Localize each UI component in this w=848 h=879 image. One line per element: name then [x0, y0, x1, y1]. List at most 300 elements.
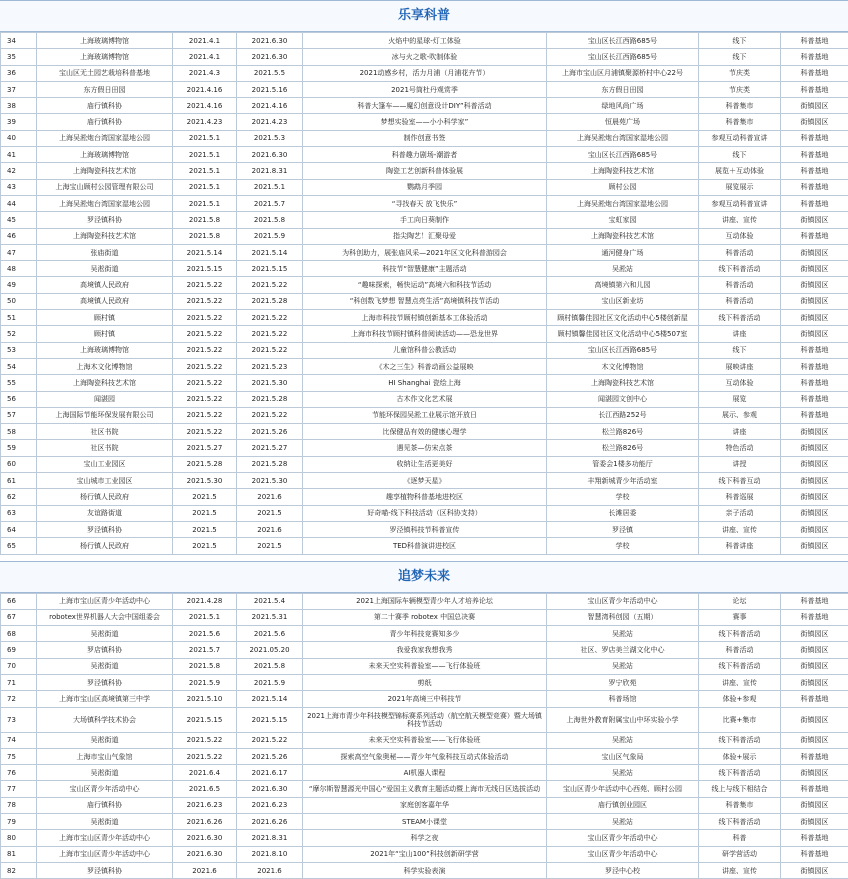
- location-cell: 罗泾中心校: [547, 862, 699, 878]
- category-cell: 科普基地: [781, 691, 848, 707]
- activity-name-cell: 节能环保园吴淞工业展示馆开放日: [303, 407, 547, 423]
- start-date-cell: 2021.5.8: [173, 212, 237, 228]
- organizer-cell: 高境镇人民政府: [37, 293, 173, 309]
- end-date-cell: 2021.5.1: [237, 179, 303, 195]
- row-number-cell: 48: [1, 261, 37, 277]
- category-cell: 街镇园区: [781, 440, 848, 456]
- end-date-cell: 2021.8.31: [237, 830, 303, 846]
- end-date-cell: 2021.5.4: [237, 593, 303, 609]
- activity-format-cell: 科普集市: [699, 114, 781, 130]
- activity-format-cell: 展览＋互动体验: [699, 163, 781, 179]
- organizer-cell: 罗泾镇科协: [37, 212, 173, 228]
- activity-name-cell: 罗泾镇科技节科普宣传: [303, 521, 547, 537]
- activity-name-cell: 收纳让生活更美好: [303, 456, 547, 472]
- category-cell: 街镇园区: [781, 765, 848, 781]
- location-cell: 顾村镇馨佳园社区文化活动中心5楼创新屋: [547, 310, 699, 326]
- start-date-cell: 2021.5.15: [173, 261, 237, 277]
- activity-format-cell: 线下: [699, 147, 781, 163]
- table-row: [1, 642, 848, 658]
- category-cell: 街镇园区: [781, 293, 848, 309]
- end-date-cell: 2021.5.16: [237, 81, 303, 97]
- start-date-cell: 2021.5: [173, 505, 237, 521]
- activity-name-cell: 科普大篷车——魔幻创意设计DIY”科普活动: [303, 98, 547, 114]
- organizer-cell: 上海陶瓷科技艺术馆: [37, 228, 173, 244]
- row-number-cell: 69: [1, 642, 37, 658]
- location-cell: 上海陶瓷科技艺术馆: [547, 163, 699, 179]
- table-row: [1, 114, 848, 130]
- table-row: [1, 707, 848, 732]
- activity-name-cell: 上海市科技节顾村镇创新基本工体验活动: [303, 310, 547, 326]
- category-cell: 街镇园区: [781, 642, 848, 658]
- end-date-cell: 2021.5.15: [237, 261, 303, 277]
- start-date-cell: 2021.5.8: [173, 228, 237, 244]
- row-number-cell: 42: [1, 163, 37, 179]
- start-date-cell: 2021.5.22: [173, 358, 237, 374]
- end-date-cell: 2021.5.22: [237, 732, 303, 748]
- activity-name-cell: 比保健品有效的健康心理学: [303, 424, 547, 440]
- activity-format-cell: 互动体验: [699, 375, 781, 391]
- activity-format-cell: 比赛+集市: [699, 707, 781, 732]
- activity-name-cell: 青少年科技竞赛知多少: [303, 626, 547, 642]
- start-date-cell: 2021.4.1: [173, 49, 237, 65]
- location-cell: 吴淞站: [547, 626, 699, 642]
- table-row: [1, 358, 848, 374]
- category-cell: 科普基地: [781, 65, 848, 81]
- activity-name-cell: 《逐梦天星》: [303, 473, 547, 489]
- activity-format-cell: 论坛: [699, 593, 781, 609]
- activity-format-cell: 线上与线下相结合: [699, 781, 781, 797]
- start-date-cell: 2021.6: [173, 862, 237, 878]
- location-cell: 宝山区青少年活动中心: [547, 846, 699, 862]
- row-number-cell: 79: [1, 814, 37, 830]
- activity-format-cell: 节庆类: [699, 65, 781, 81]
- category-cell: 科普基地: [781, 781, 848, 797]
- start-date-cell: 2021.5.1: [173, 179, 237, 195]
- start-date-cell: 2021.4.16: [173, 81, 237, 97]
- row-number-cell: 37: [1, 81, 37, 97]
- end-date-cell: 2021.5.14: [237, 691, 303, 707]
- location-cell: 管委会1楼多功能厅: [547, 456, 699, 472]
- category-cell: 街镇园区: [781, 212, 848, 228]
- table-row: [1, 658, 848, 674]
- location-cell: 绿地风尚广场: [547, 98, 699, 114]
- end-date-cell: 2021.05.20: [237, 642, 303, 658]
- organizer-cell: 宝山区无土园艺栽培科普基地: [37, 65, 173, 81]
- table-row: [1, 748, 848, 764]
- start-date-cell: 2021.5.6: [173, 626, 237, 642]
- category-cell: 科普基地: [781, 358, 848, 374]
- row-number-cell: 36: [1, 65, 37, 81]
- table-row: [1, 391, 848, 407]
- organizer-cell: 友谊路街道: [37, 505, 173, 521]
- activity-format-cell: 体验+展示: [699, 748, 781, 764]
- end-date-cell: 2021.6.30: [237, 781, 303, 797]
- table-row: [1, 691, 848, 707]
- row-number-cell: 46: [1, 228, 37, 244]
- end-date-cell: 2021.6.17: [237, 765, 303, 781]
- activity-format-cell: 科普讲座: [699, 538, 781, 554]
- row-number-cell: 50: [1, 293, 37, 309]
- end-date-cell: 2021.5: [237, 538, 303, 554]
- location-cell: 社区、罗店美兰湖文化中心: [547, 642, 699, 658]
- category-cell: 街镇园区: [781, 261, 848, 277]
- organizer-cell: 顾村镇: [37, 326, 173, 342]
- activity-name-cell: 剪纸: [303, 674, 547, 690]
- row-number-cell: 49: [1, 277, 37, 293]
- table-row: [1, 65, 848, 81]
- table-row: [1, 593, 848, 609]
- activity-format-cell: 讲座、宣传: [699, 521, 781, 537]
- end-date-cell: 2021.8.10: [237, 846, 303, 862]
- category-cell: 街镇园区: [781, 814, 848, 830]
- activity-name-cell: HI Shanghai 瓷绘上海: [303, 375, 547, 391]
- organizer-cell: 社区书院: [37, 424, 173, 440]
- start-date-cell: 2021.5.14: [173, 244, 237, 260]
- table-row: [1, 781, 848, 797]
- location-cell: 长江西路252号: [547, 407, 699, 423]
- end-date-cell: 2021.4.16: [237, 98, 303, 114]
- activity-name-cell: 科普趣力剧场-潮游者: [303, 147, 547, 163]
- location-cell: 高境镇第六和儿园: [547, 277, 699, 293]
- table-row: [1, 342, 848, 358]
- end-date-cell: 2021.6: [237, 521, 303, 537]
- table-row: [1, 49, 848, 65]
- activity-format-cell: 线下科普活动: [699, 626, 781, 642]
- table-row: [1, 765, 848, 781]
- table-row: [1, 846, 848, 862]
- table-row: [1, 797, 848, 813]
- category-cell: 街镇园区: [781, 456, 848, 472]
- activity-name-cell: 2021上海国际车辆模型青少年人才培养论坛: [303, 593, 547, 609]
- row-number-cell: 76: [1, 765, 37, 781]
- category-cell: 街镇园区: [781, 797, 848, 813]
- start-date-cell: 2021.5.8: [173, 658, 237, 674]
- location-cell: 吴淞站: [547, 261, 699, 277]
- start-date-cell: 2021.5.15: [173, 707, 237, 732]
- location-cell: 松兰路826号: [547, 424, 699, 440]
- activity-name-cell: 遇见茶—仿宋点茶: [303, 440, 547, 456]
- activity-name-cell: 科学之夜: [303, 830, 547, 846]
- row-number-cell: 45: [1, 212, 37, 228]
- start-date-cell: 2021.5.7: [173, 642, 237, 658]
- organizer-cell: 上海陶瓷科技艺术馆: [37, 375, 173, 391]
- row-number-cell: 59: [1, 440, 37, 456]
- location-cell: 吴淞站: [547, 658, 699, 674]
- table-row: [1, 473, 848, 489]
- row-number-cell: 55: [1, 375, 37, 391]
- location-cell: 上海市宝山区月浦镇聚源桥村中心22号: [547, 65, 699, 81]
- activity-name-cell: 梦想实验室——小小科学家”: [303, 114, 547, 130]
- activity-name-cell: 趣享植物科普基地进校区: [303, 489, 547, 505]
- end-date-cell: 2021.6: [237, 489, 303, 505]
- activity-format-cell: 线下: [699, 49, 781, 65]
- activity-format-cell: 亲子活动: [699, 505, 781, 521]
- activity-name-cell: 2021年“宝山100”科技创新研学营: [303, 846, 547, 862]
- activity-format-cell: 线下科普活动: [699, 814, 781, 830]
- activity-name-cell: 手工向日葵制作: [303, 212, 547, 228]
- location-cell: 恒晨苑广场: [547, 114, 699, 130]
- organizer-cell: 庙行镇科协: [37, 98, 173, 114]
- location-cell: 闻湛园文创中心: [547, 391, 699, 407]
- row-number-cell: 66: [1, 593, 37, 609]
- activity-name-cell: 2021年高境三中科技节: [303, 691, 547, 707]
- activity-format-cell: 科普活动: [699, 293, 781, 309]
- organizer-cell: 上海市宝山气象馆: [37, 748, 173, 764]
- table-row: [1, 440, 848, 456]
- location-cell: 顾村镇馨佳园社区文化活动中心5楼507室: [547, 326, 699, 342]
- activity-name-cell: 科技节“智慧健康”主题活动: [303, 261, 547, 277]
- start-date-cell: 2021.5.22: [173, 407, 237, 423]
- end-date-cell: 2021.5: [237, 505, 303, 521]
- start-date-cell: 2021.5: [173, 489, 237, 505]
- end-date-cell: 2021.5.15: [237, 707, 303, 732]
- activity-name-cell: 儿童馆科普公教活动: [303, 342, 547, 358]
- activity-format-cell: 特色活动: [699, 440, 781, 456]
- end-date-cell: 2021.6.26: [237, 814, 303, 830]
- end-date-cell: 2021.5.31: [237, 609, 303, 625]
- activity-format-cell: 线下: [699, 33, 781, 49]
- table-row: [1, 326, 848, 342]
- table-row: [1, 163, 848, 179]
- activity-name-cell: 2021上海市青少年科技模型锦标赛系列活动（航空航天模型竞赛）暨大场镇科技节活动: [303, 707, 547, 732]
- activity-name-cell: 2021动感乡村，活力月浦（月浦花卉节）: [303, 65, 547, 81]
- activity-format-cell: 线下科普活动: [699, 658, 781, 674]
- activity-format-cell: 参观互动科普宣讲: [699, 130, 781, 146]
- organizer-cell: 大场镇科学技术协会: [37, 707, 173, 732]
- table-row: [1, 814, 848, 830]
- activity-name-cell: “趣味探索，畅快运动”高境六和科技节活动: [303, 277, 547, 293]
- start-date-cell: 2021.4.28: [173, 593, 237, 609]
- activity-format-cell: 赛事: [699, 609, 781, 625]
- activity-format-cell: 展示、参观: [699, 407, 781, 423]
- organizer-cell: 宝山工业园区: [37, 456, 173, 472]
- organizer-cell: 罗泾镇科协: [37, 862, 173, 878]
- row-number-cell: 71: [1, 674, 37, 690]
- organizer-cell: 上海市宝山区青少年活动中心: [37, 830, 173, 846]
- row-number-cell: 68: [1, 626, 37, 642]
- activity-name-cell: AI机器人课程: [303, 765, 547, 781]
- organizer-cell: 高境镇人民政府: [37, 277, 173, 293]
- start-date-cell: 2021.5.1: [173, 195, 237, 211]
- location-cell: 宝虹家园: [547, 212, 699, 228]
- start-date-cell: 2021.5.28: [173, 456, 237, 472]
- start-date-cell: 2021.5: [173, 521, 237, 537]
- location-cell: 罗宁欣苑: [547, 674, 699, 690]
- location-cell: 宝山区新业坊: [547, 293, 699, 309]
- organizer-cell: 杨行镇人民政府: [37, 489, 173, 505]
- activity-name-cell: 好奇喵-线下科技活动（区科协支持）: [303, 505, 547, 521]
- category-cell: 街镇园区: [781, 489, 848, 505]
- category-cell: 街镇园区: [781, 98, 848, 114]
- row-number-cell: 64: [1, 521, 37, 537]
- activity-format-cell: 研学营活动: [699, 846, 781, 862]
- activity-name-cell: 火焰中的星球-灯工体验: [303, 33, 547, 49]
- end-date-cell: 2021.5.9: [237, 228, 303, 244]
- end-date-cell: 2021.6.30: [237, 147, 303, 163]
- organizer-cell: 罗店镇科协: [37, 642, 173, 658]
- end-date-cell: 2021.8.31: [237, 163, 303, 179]
- start-date-cell: 2021.4.1: [173, 33, 237, 49]
- table-row: [1, 212, 848, 228]
- row-number-cell: 43: [1, 179, 37, 195]
- organizer-cell: 上海玻璃博物馆: [37, 49, 173, 65]
- activity-format-cell: 展览展示: [699, 179, 781, 195]
- activity-format-cell: 线下科普活动: [699, 310, 781, 326]
- activity-table: [0, 32, 848, 555]
- organizer-cell: 上海玻璃博物馆: [37, 33, 173, 49]
- category-cell: 科普基地: [781, 846, 848, 862]
- row-number-cell: 53: [1, 342, 37, 358]
- row-number-cell: 60: [1, 456, 37, 472]
- table-row: [1, 130, 848, 146]
- category-cell: 科普基地: [781, 179, 848, 195]
- location-cell: 科普场馆: [547, 691, 699, 707]
- organizer-cell: 罗泾镇科协: [37, 674, 173, 690]
- organizer-cell: 上海市宝山区青少年活动中心: [37, 846, 173, 862]
- activity-format-cell: 讲座: [699, 424, 781, 440]
- start-date-cell: 2021.4.3: [173, 65, 237, 81]
- activity-format-cell: 线下科普活动: [699, 765, 781, 781]
- category-cell: 街镇园区: [781, 658, 848, 674]
- organizer-cell: 罗泾镇科协: [37, 521, 173, 537]
- start-date-cell: 2021.5.30: [173, 473, 237, 489]
- activity-format-cell: 科普巡展: [699, 489, 781, 505]
- start-date-cell: 2021.6.30: [173, 846, 237, 862]
- end-date-cell: 2021.5.26: [237, 748, 303, 764]
- activity-format-cell: 科普集市: [699, 797, 781, 813]
- start-date-cell: 2021.6.5: [173, 781, 237, 797]
- location-cell: 长滩居委: [547, 505, 699, 521]
- category-cell: 街镇园区: [781, 862, 848, 878]
- organizer-cell: 社区书院: [37, 440, 173, 456]
- end-date-cell: 2021.5.8: [237, 212, 303, 228]
- location-cell: 上海吴淞炮台湾国家湿地公园: [547, 130, 699, 146]
- activity-name-cell: 制作创意书签: [303, 130, 547, 146]
- row-number-cell: 78: [1, 797, 37, 813]
- location-cell: 智慧湾科创园（五期）: [547, 609, 699, 625]
- category-cell: 街镇园区: [781, 310, 848, 326]
- start-date-cell: 2021.4.16: [173, 98, 237, 114]
- table-row: [1, 195, 848, 211]
- location-cell: 通河健身广场: [547, 244, 699, 260]
- category-cell: 街镇园区: [781, 114, 848, 130]
- end-date-cell: 2021.5.28: [237, 391, 303, 407]
- table-row: [1, 424, 848, 440]
- end-date-cell: 2021.5.14: [237, 244, 303, 260]
- activity-format-cell: 参观互动科普宣讲: [699, 195, 781, 211]
- end-date-cell: 2021.5.30: [237, 473, 303, 489]
- activity-format-cell: 科普活动: [699, 244, 781, 260]
- end-date-cell: 2021.5.22: [237, 342, 303, 358]
- activity-format-cell: 讲授: [699, 456, 781, 472]
- location-cell: 宝山区长江西路685号: [547, 33, 699, 49]
- row-number-cell: 35: [1, 49, 37, 65]
- category-cell: 科普基地: [781, 391, 848, 407]
- end-date-cell: 2021.6.30: [237, 49, 303, 65]
- category-cell: 街镇园区: [781, 626, 848, 642]
- category-cell: 科普基地: [781, 130, 848, 146]
- table-row: [1, 261, 848, 277]
- location-cell: 上海吴淞炮台湾国家湿地公园: [547, 195, 699, 211]
- end-date-cell: 2021.5.3: [237, 130, 303, 146]
- category-cell: 科普基地: [781, 748, 848, 764]
- row-number-cell: 67: [1, 609, 37, 625]
- activity-name-cell: “摩尔斯智慧源光中国心”爱国主义教育主题活动暨上海市无线日区选拔活动: [303, 781, 547, 797]
- row-number-cell: 80: [1, 830, 37, 846]
- end-date-cell: 2021.5.22: [237, 277, 303, 293]
- organizer-cell: 吴淞街道: [37, 732, 173, 748]
- category-cell: 街镇园区: [781, 424, 848, 440]
- start-date-cell: 2021.5.22: [173, 748, 237, 764]
- activity-name-cell: 陶瓷工艺创新科普体验展: [303, 163, 547, 179]
- activity-format-cell: 讲座: [699, 326, 781, 342]
- row-number-cell: 51: [1, 310, 37, 326]
- category-cell: 科普基地: [781, 163, 848, 179]
- activity-name-cell: 未来天空实科普验室——飞行体验班: [303, 658, 547, 674]
- category-cell: 街镇园区: [781, 326, 848, 342]
- table-row: [1, 407, 848, 423]
- organizer-cell: 上海玻璃博物馆: [37, 342, 173, 358]
- table-row: [1, 244, 848, 260]
- location-cell: 宝山区青少年活动中心: [547, 593, 699, 609]
- organizer-cell: 上海陶瓷科技艺术馆: [37, 163, 173, 179]
- activity-table: [0, 593, 848, 879]
- row-number-cell: 81: [1, 846, 37, 862]
- activity-name-cell: 家庭创客嘉年华: [303, 797, 547, 813]
- category-cell: 科普基地: [781, 593, 848, 609]
- table-row: [1, 456, 848, 472]
- end-date-cell: 2021.5.6: [237, 626, 303, 642]
- category-cell: 科普基地: [781, 407, 848, 423]
- activity-name-cell: 冰与火之歌-吹制体验: [303, 49, 547, 65]
- end-date-cell: 2021.5.27: [237, 440, 303, 456]
- row-number-cell: 40: [1, 130, 37, 146]
- activity-name-cell: 2021号筒杜丹观赏季: [303, 81, 547, 97]
- activity-name-cell: TED科普演讲进校区: [303, 538, 547, 554]
- table-row: [1, 505, 848, 521]
- category-cell: 科普基地: [781, 49, 848, 65]
- category-cell: 街镇园区: [781, 707, 848, 732]
- row-number-cell: 63: [1, 505, 37, 521]
- location-cell: 学校: [547, 489, 699, 505]
- row-number-cell: 58: [1, 424, 37, 440]
- location-cell: 东方假日田园: [547, 81, 699, 97]
- organizer-cell: 上海木文化博物馆: [37, 358, 173, 374]
- row-number-cell: 75: [1, 748, 37, 764]
- row-number-cell: 34: [1, 33, 37, 49]
- location-cell: 宝山区青少年活动中心: [547, 830, 699, 846]
- start-date-cell: 2021.4.23: [173, 114, 237, 130]
- table-row: [1, 375, 848, 391]
- category-cell: 科普基地: [781, 609, 848, 625]
- start-date-cell: 2021.5.1: [173, 163, 237, 179]
- start-date-cell: 2021.6.4: [173, 765, 237, 781]
- organizer-cell: 上海玻璃博物馆: [37, 147, 173, 163]
- category-cell: 科普基地: [781, 81, 848, 97]
- activity-name-cell: 未来天空实科普验室——飞行体验班: [303, 732, 547, 748]
- organizer-cell: 庙行镇科协: [37, 114, 173, 130]
- category-cell: 街镇园区: [781, 732, 848, 748]
- location-cell: 木文化博物馆: [547, 358, 699, 374]
- activity-format-cell: 讲座、宣传: [699, 212, 781, 228]
- activity-format-cell: 讲座、宣传: [699, 862, 781, 878]
- activity-format-cell: 线下科普互动: [699, 473, 781, 489]
- table-row: [1, 33, 848, 49]
- row-number-cell: 61: [1, 473, 37, 489]
- row-number-cell: 70: [1, 658, 37, 674]
- activity-name-cell: 第二十赛季 robotex 中国总决赛: [303, 609, 547, 625]
- activity-format-cell: 科普: [699, 830, 781, 846]
